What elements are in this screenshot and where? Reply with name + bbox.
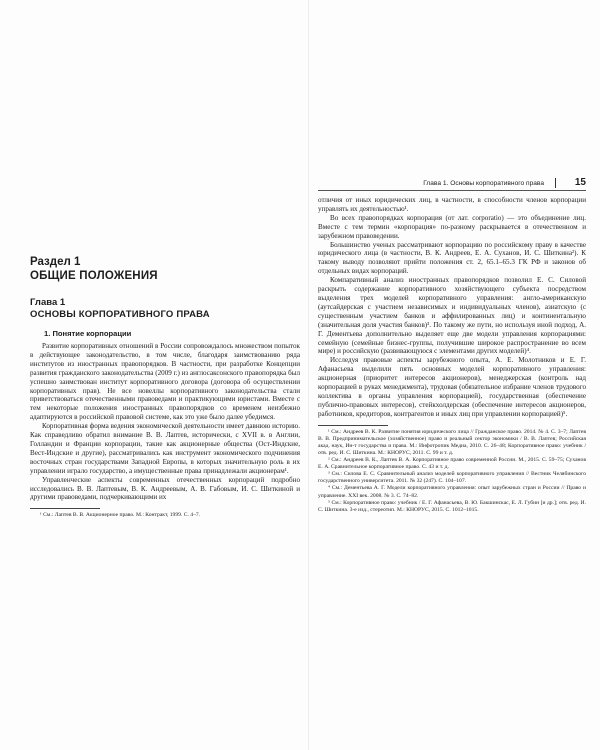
paragraph: Управленческие аспекты современных отечественных корпораций подробно исследовались В. В. Лаптевым, В. К. Андреевым, А. В. Габовым, И. С. Шиткиной и другими правоведами, подчеркивающими их xyxy=(30,475,300,502)
section-label: Раздел 1 xyxy=(30,256,81,268)
footnote: ¹ См.: Андреев В. К. Развитие понятия юридического лица // Гражданское право. 2014. № 4. С. 3–7; Лаптев В. В. Предпринимательское (хозяйственное) право и реальный сектор экономики / В. В. Лаптев; Российская акад. наук, Ин-т государства и права. М.: Инфотропик Медиа, 2010. С. 26–48; Корпоративное право: учебник / отв. ред. И. С. Шиткина. М.: КНОРУС, 2011. С. 99 и т. д. xyxy=(318,428,586,456)
running-head-title: Глава 1. Основы корпоративного права xyxy=(423,180,544,187)
subsection-title: 1. Понятие корпорации xyxy=(44,329,132,338)
left-body xyxy=(30,342,300,502)
footnote: ³ См.: Силова Е. С. Сравнительный анализ моделей корпоративного управления // Вестник Челябинского государственного университета. 2011. № 32 (247). С. 104–107. xyxy=(318,471,586,485)
paragraph: Развитие корпоративных отношений в России сопровождалось множеством попыток в действующее законодательство, в том числе, благодаря заимствованию ряда институтов из иностранных правопорядков. В частности, при разработке Концепции развития гражданского законодательства (2009 г.) из англосаксонского правопорядка был успешно заимствован институт корпоративного договора (договора об осуществлении корпоративных прав). Не все новеллы корпоративного законодательства стали приветствоваться отечественными правоведами и практикующими юристами. Вместе с тем некоторые положения иностранных правопорядков со временем неизбежно адаптируются в российской правовой системе, как это уже было далее убедимся. xyxy=(30,342,300,422)
left-footnotes xyxy=(30,512,300,519)
footnote: ¹ См.: Лаптев В. В. Акционерное право. М.: Контракт, 1999. С. 4–7. xyxy=(40,512,201,519)
right-footnotes xyxy=(318,429,586,514)
page-number: 15 xyxy=(574,177,586,188)
footnote: ⁵ См.: Корпоративное право: учебник / Е. Г. Афанасьева, В. Ю. Бакшинскас, Е. Л. Губин [и др.]; отв. ред. И. С. Шиткина. 3-е изд., стереотип. М.: КНОРУС, 2015. С. 1012–1015. xyxy=(318,499,586,513)
footnote: ² См.: Андреев В. К., Лаптев В. А. Корпоративное право современной России. М., 2015. С. 59–75; Суханов Е. А. Сравнительное корпоративное право. С. 43 и т. д. xyxy=(318,457,586,471)
right-body xyxy=(318,196,586,419)
page-fold xyxy=(308,0,309,750)
paragraph: Компаративный анализ иностранных правопорядков позволил Е. С. Силовой раскрыть содержание корпоративного хозяйствующего субъекта посредством выделения трех моделей корпоративного управления: англо-американскую (аутсайдерская с участием независимых и индивидуальных членов), азиатскую (с существенным участием банков и аффилированных лиц) и континентальную (значительная доля участия банков)³. По такому же пути, но используя иной подход, А. Г. Дементьева дополнительно выделяет еще две модели управления корпорациями: семейную (семейные бизнес-группы, получившие широкое распространение во всем мире) и российскую (развивающуюся с элементами других моделей)⁴. xyxy=(318,276,586,356)
paragraph: Во всех правопорядках корпорация (от лат. corporatio) — это объединение лиц. Вместе с тем термин «корпорация» по-разному раскрывается в отечественном и зарубежном правоведении. xyxy=(318,213,586,240)
paragraph: Исследуя правовые аспекты зарубежного опыта, А. Е. Молотников и Е. Г. Афанасьева выделили пять основных моделей корпоративного управления: акционерная (приоритет интересов акционеров), менеджерская (контроль над корпорацией в руках менеджмента), трудовая (обязательное избрание членов трудового коллектива в органы управления корпорацией), государственная (обеспечение публично-правовых интересов), стейкхолдерская (обеспечение интересов акционеров, работников, кредиторов, контрагентов и иных лиц при управлении корпорацией)⁵. xyxy=(318,356,586,418)
paragraph: отличия от иных юридических лиц, в частности, в способности членов корпорации управлять их деятельностью¹. xyxy=(318,196,586,213)
footnote-rule xyxy=(30,508,100,509)
footnote: ⁴ См.: Дементьева А. Г. Модели корпоративного управления: опыт зарубежных стран и России // Право и управление. XXI век. 2008. № 3. С. 74–82. xyxy=(318,485,586,499)
paragraph: Корпоративная форма ведения экономической деятельности имеет давнюю историю. Как справедливо обратил внимание В. В. Лаптев, исторически, с XVII в. в Англии, Голландии и Франции корпорации, такие как акционерные общества (Ост-Индские, Вест-Индские и другие), рассматривались как инструмент экономического подчинения восточных стран государствами Западной Европы, в которых значительную роль в их управлении играло государство, а имущественные права принадлежали акционерам¹. xyxy=(30,422,300,475)
chapter-label: Глава 1 xyxy=(30,297,66,308)
right-page xyxy=(318,178,586,514)
footnote-rule xyxy=(318,425,388,426)
paragraph: Большинство ученых рассматривают корпорацию по российскому праву в качестве юридического лица (в частности, В. К. Андреев, Е. А. Суханов, И. С. Шиткина²). К такому выводу позволяют прийти положения ст. 2, 65.1–65.3 ГК РФ и законов об отдельных видах корпораций. xyxy=(318,240,586,276)
left-page xyxy=(30,255,300,519)
section-name: ОБЩИЕ ПОЛОЖЕНИЯ xyxy=(30,270,158,282)
chapter-name: ОСНОВЫ КОРПОРАТИВНОГО ПРАВА xyxy=(30,309,210,320)
